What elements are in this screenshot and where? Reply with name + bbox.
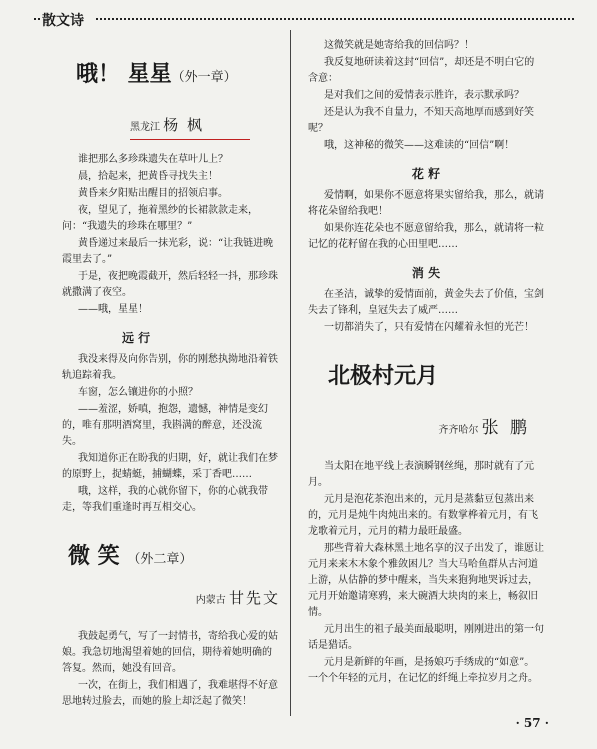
paragraph: 我没来得及向你告别，你的刚愁执拗地沿着铁轨追踪着我。 (62, 354, 278, 381)
author-byline-3: 齐齐哈尔 张 鹏 (438, 418, 530, 438)
paragraph: ——羞涩，娇嗔，抱怨，遗憾，神情是变幻的，唯有那明酒窝里，我斟满的醉意，还没流失。 (62, 404, 268, 447)
section-title: 散文诗 (42, 13, 84, 29)
paragraph: 元月出生的祖子最美面最聪明，刚刚进出的第一句话是猎话。 (308, 624, 544, 651)
paragraph: 我知道你正在盼我的归期，好，就让我们在梦的原野上，捉蜻蜓，捕蝴蝶，采丁香吧…… (62, 453, 278, 480)
paragraph: 一切都消失了，只有爱情在闪耀着永恒的光芒！ (324, 322, 534, 333)
paragraph: 我鼓起勇气，写了一封情书，寄给我心爱的姑娘。我急切地渴望着她的回信，期待着她明确的答复。然而，她没有回音。 (62, 631, 278, 674)
right-column (308, 38, 544, 688)
paragraph: 谁把那么多珍珠遗失在草叶儿上？ (78, 154, 228, 165)
paragraph: 还是认为我不自量力，不知天高地厚而感到好笑呢？ (308, 107, 534, 134)
section-header (34, 9, 574, 29)
paragraph: 爱情啊，如果你不愿意将果实留给我，那么，就请将花朵留给我吧！ (308, 190, 544, 217)
paragraph: 那些背着大森林黑土地名享的汉子出发了，谁愿让元月来来木木象个雅敛困儿？当大马哈鱼群从古河道上游，从估静的梦中醒来，当失来狍狗地哭诉过去，元月开始邀请寒鸦，来大碗酒大块肉的来上，畅叙旧情。 (308, 543, 544, 618)
poem-title-smile: 微 笑 （外二章） (68, 543, 193, 569)
paragraph: ——哦，星星！ (78, 304, 148, 315)
paragraph: 元月是新鲜的年画，是扬娘巧手绣成的“如意”。一个个年轻的元月，在记忆的纤绳上牵拉岁月之舟。 (308, 657, 538, 684)
paragraph: 是对我们之间的爱情表示胜许，表示默承吗？ (324, 90, 524, 101)
paragraph: 我反复地研读着这封“回信”，却还是不明白它的含意： (308, 57, 535, 84)
paragraph: 车窗，怎么镶进你的小照？ (78, 387, 198, 398)
header-rule-left (34, 18, 40, 20)
column-divider (290, 30, 291, 716)
page-number: · 57 · (515, 716, 549, 730)
paragraph: 哦，这神秘的微笑——这难读的“回信”啊！ (324, 140, 515, 151)
paragraph: 如果你连花朵也不愿意留给我，那么，就请将一粒记忆的花籽留在我的心田里吧…… (308, 223, 544, 250)
paragraph: 晨，拾起来，把黄昏寻找失主！ (78, 171, 218, 182)
section-heading-flower-seed: 花 籽 (411, 167, 441, 181)
paragraph: 这微笑就是她寄给我的回信吗？！ (324, 40, 474, 51)
section-heading-vanish: 消 失 (411, 266, 441, 280)
paragraph: 夜，望见了，拖着黑纱的长裙款款走来，问：“我遗失的珍珠在哪里？” (62, 205, 258, 232)
poem-title-stars: 哦！ 星星（外一章） (76, 61, 237, 87)
paragraph: 在圣洁，诚挚的爱情面前，黄金失去了价值，宝剑失去了锋利，皇冠失去了威严…… (308, 289, 544, 316)
header-rule-right (96, 18, 574, 20)
paragraph: 黄昏递过来最后一抹光彩，说：“让我链进晚霞里去了。” (62, 238, 274, 265)
section-heading-far-journey: 远 行 (122, 331, 151, 345)
article-title-north-village: 北极村元月 (328, 363, 439, 389)
paragraph: 黄昏来夕阳贴出醒目的招领启事。 (78, 188, 228, 199)
paragraph: 元月是泡花茶泡出来的，元月是蒸黏豆包蒸出来的，元月是炖牛肉炖出来的。有数掌桦着元月，有飞龙歌着元月，元月的精力最旺最盛。 (308, 494, 538, 537)
paragraph: 一次，在街上，我们相遇了，我难堪得不好意思地转过脸去，而她的脸上却泛起了微笑！ (62, 680, 278, 707)
paragraph: 当太阳在地平线上表演瞬钢丝绳，那时就有了元月。 (308, 461, 534, 488)
left-column (62, 38, 280, 711)
author-byline-2: 内蒙古 甘先文 (195, 589, 280, 607)
paragraph: 哦，这样，我的心就你留下，你的心就我带走，等我们重逢时再互相交心。 (62, 486, 268, 513)
author-byline-1: 黑龙江 杨 枫 (130, 114, 250, 140)
paragraph: 于是，夜把晚霞截开，然后轻轻一抖，那珍珠就撒满了夜空。 (62, 271, 278, 298)
